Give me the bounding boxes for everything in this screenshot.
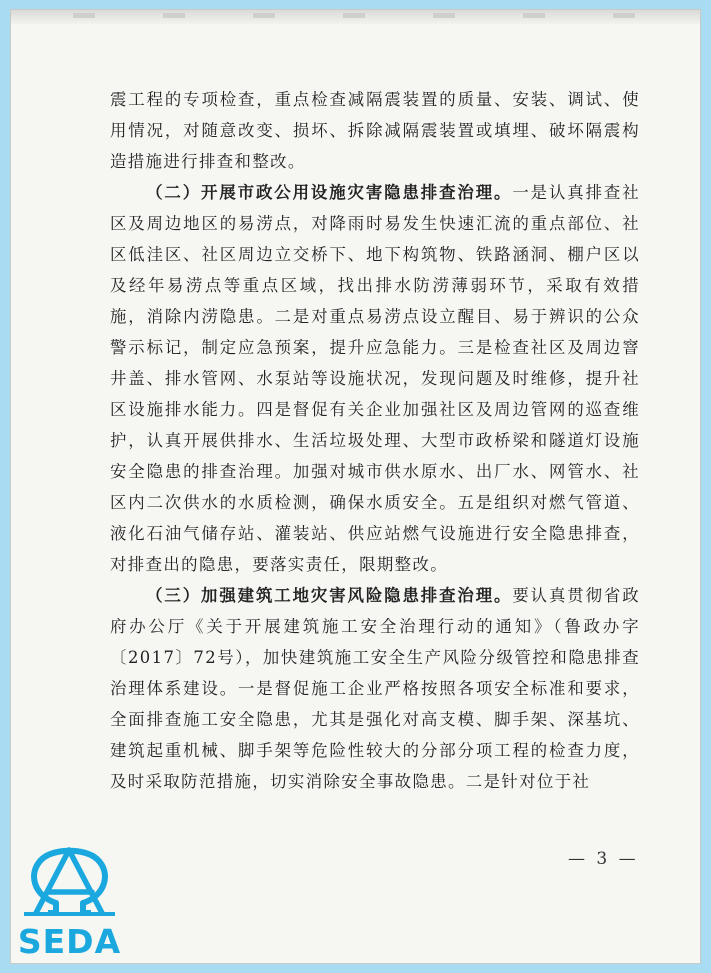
scan-top-edge: [11, 10, 700, 24]
document-body: [110, 84, 640, 797]
paragraph-2: [110, 177, 640, 580]
paragraph-1: 震工程的专项检查，重点检查减隔震装置的质量、安装、调试、使用情况，对随意改变、损坏、拆除减隔震装置或填埋、破坏隔震构造措施进行排查和整改。: [110, 90, 640, 171]
seda-omega-logo-icon: [12, 843, 127, 925]
seda-logo-text: SEDA: [17, 922, 122, 961]
paragraph-3-text: 要认真贯彻省政府办公厅《关于开展建筑施工安全治理行动的通知》（鲁政办字〔2017〕72号），加快建筑施工安全生产风险分级管控和隐患排查治理体系建设。一是督促施工企业严格按照各项安全标准和要求，全面排查施工安全隐患，尤其是强化对高支模、脚手架、深基坑、建筑起重机械、脚手架等危险性较大的分部分项工程的检查力度，及时采取防范措施，切实消除安全事故隐患。二是针对位于社: [110, 586, 640, 791]
section-heading-2: （二）开展市政公用设施灾害隐患排查治理。: [146, 183, 513, 202]
paragraph-3: [110, 580, 640, 797]
seda-logo: [12, 843, 127, 966]
paragraph-2-text: 一是认真排查社区及周边地区的易涝点，对降雨时易发生快速汇流的重点部位、社区低洼区、社区周边立交桥下、地下构筑物、铁路涵洞、棚户区以及经年易涝点等重点区域，找出排水防涝薄弱环节，采取有效措施，消除内涝隐患。二是对重点易涝点设立醒目、易于辨识的公众警示标记，制定应急预案，提升应急能力。三是检查社区及周边窨井盖、排水管网、水泵站等设施状况，发现问题及时维修，提升社区设施排水能力。四是督促有关企业加强社区及周边管网的巡查维护，认真开展供排水、生活垃圾处理、大型市政桥梁和隧道灯设施安全隐患的排查治理。加强对城市供水原水、出厂水、网管水、社区内二次供水的水质检测，确保水质安全。五是组织对燃气管道、液化石油气储存站、灌装站、供应站燃气设施进行安全隐患排查，对排查出的隐患，要落实责任，限期整改。: [110, 183, 640, 574]
section-heading-3: （三）加强建筑工地灾害风险隐患排查治理。: [146, 586, 513, 605]
page-number: — 3 —: [568, 849, 639, 869]
